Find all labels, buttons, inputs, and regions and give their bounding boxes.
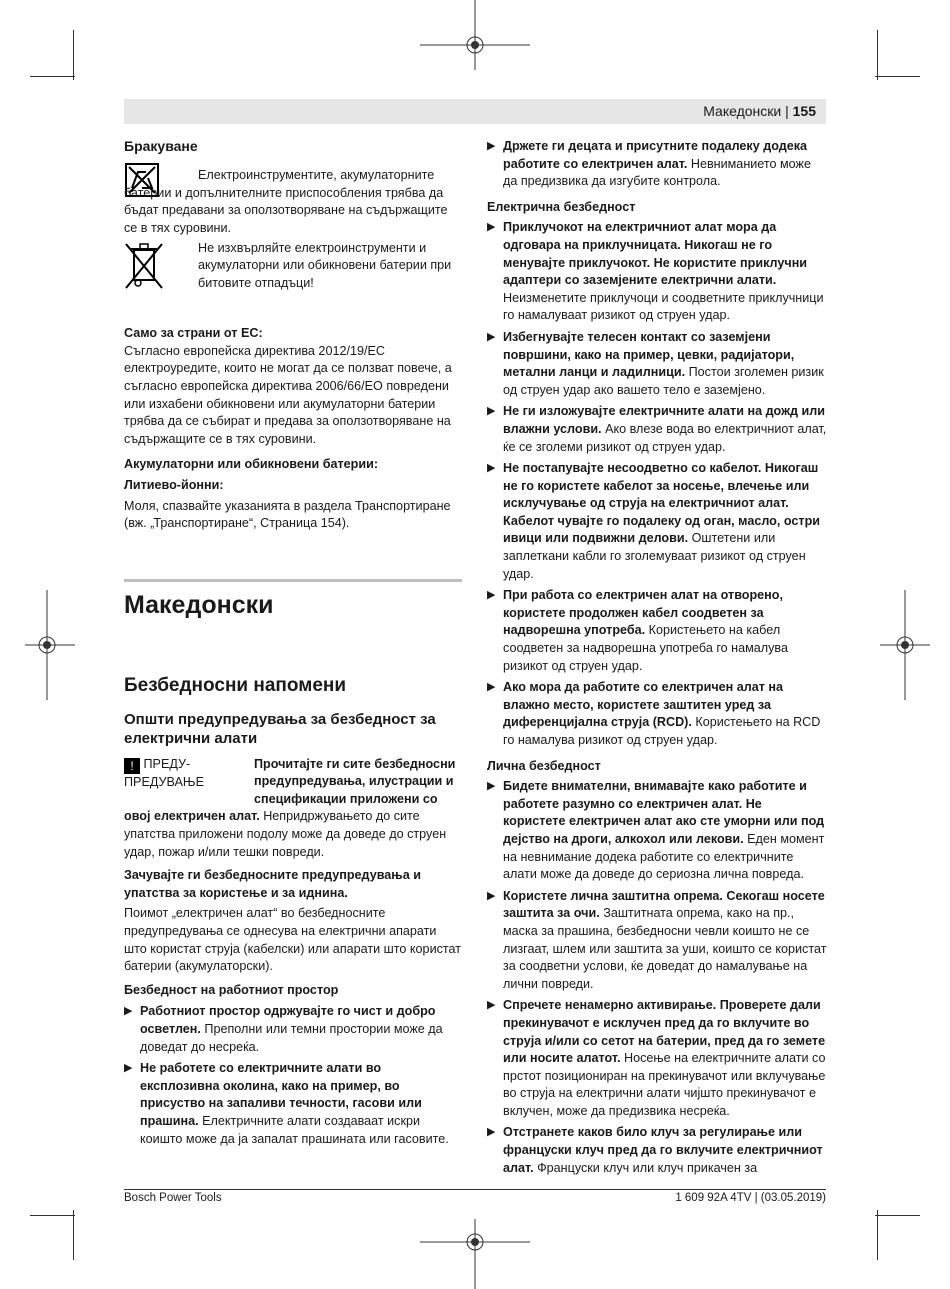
warning-block — [124, 756, 462, 862]
registration-mark-icon — [420, 0, 530, 70]
bullet-arrow-icon: ▶ — [487, 405, 496, 418]
list-item — [124, 1060, 462, 1148]
warning-icon: ! — [124, 758, 140, 774]
disposal-block-2 — [124, 240, 462, 298]
list-item — [487, 460, 827, 583]
safety-title: Безбедносни напомени — [124, 674, 347, 696]
item-bold: При работа со електричен алат на отворено, користете продолжен кабел соодветен за надворешна употреба. — [503, 588, 783, 638]
item-text: Заштитната опрема, како на пр., маска за прашина, безбедносни чевли коишто не се лизгаат, шлем или заштита за уши, коишто се користат за соодветни услови, ќе доведат до намалување на лични повреди. — [503, 906, 827, 991]
section-rule — [124, 579, 462, 582]
work-area-title: Безбедност на работниот простор — [124, 982, 339, 997]
warning-label: ПРЕДУ-ПРЕДУВАЊЕ — [124, 756, 205, 789]
item-bold: Ако мора да работите со електричен алат на влажно место, користете заштитен уред за диференцијална струја (RCD). — [503, 680, 784, 730]
item-text: Користењето на кабел соодветен за надворешна употреба го намалува ризикот од струен удар. — [503, 623, 788, 673]
item-bold: Не постапувајте несоодветно со кабелот. Никогаш не го користете кабелот за носење, влечење или исклучување од струја на електричниот алат. Кабелот чувајте го подалеку од оган, масло, остри ивици или подвижни делови. — [503, 461, 821, 546]
term-text: Поимот „електричен алат“ во безбедносните предупредувања се однесува на електрични апарати што користат струја (кабелски) или апарати што користат батерии (акумулаторски). — [124, 906, 462, 974]
crop-mark — [73, 30, 74, 80]
li-ion-text: Моля, спазвайте указанията в раздела Транспортиране (вж. „Транспортиране“, Страница 154). — [124, 498, 451, 531]
crop-mark — [30, 76, 75, 77]
item-bold: Спречете ненамерно активирање. Проверете дали прекинувачот е исклучен пред да го вклучите во струја и/или со сетот на батерии, пред да го земете или носите алатот. — [503, 998, 826, 1066]
bullet-arrow-icon: ▶ — [487, 999, 496, 1012]
crop-mark — [877, 1210, 878, 1260]
item-text: Користењето на RCD го намалува ризикот од струен удар. — [503, 715, 821, 747]
footer-doc-id: 1 609 92A 4TV | (03.05.2019) — [675, 1192, 826, 1204]
language-title: Македонски — [124, 590, 274, 619]
bullet-arrow-icon: ▶ — [124, 1062, 133, 1075]
item-bold: Користете лична заштитна опрема. Секогаш носете заштита за очи. — [503, 888, 825, 921]
disposal-text-2: Не изхвърляйте електроинструменти и акумулаторни или обикновени батерии при битовите отпадъци! — [198, 240, 452, 290]
crop-mark — [877, 30, 878, 80]
item-bold: Работниот простор одржувајте го чист и добро осветлен. — [140, 1004, 436, 1036]
item-text: Неизменетите приклучоци и соодветните приклучници го намалуваат ризикот од струен удар. — [503, 290, 824, 323]
crop-mark — [73, 1210, 74, 1260]
header-separator: | — [785, 103, 789, 119]
footer-brand: Bosch Power Tools — [124, 1192, 222, 1204]
bullet-arrow-icon: ▶ — [487, 462, 496, 475]
list-item — [487, 403, 827, 456]
electrical-safety-title: Електрична безбедност — [487, 199, 636, 214]
crop-mark — [875, 76, 920, 77]
crossed-bin-icon — [124, 240, 164, 292]
item-text: Ако влезе вода во електричниот алат, ќе се зголеми ризикот од струен удар. — [503, 421, 827, 454]
item-text: Еден момент на невнимание додека работите со електричните алати може да доведе до сериозна лична повреда. — [503, 831, 825, 882]
header-language: Македонски — [703, 103, 782, 119]
crop-mark — [30, 1215, 75, 1216]
page-header — [124, 99, 826, 124]
battery-title: Акумулаторни или обикновени батерии: — [124, 457, 379, 472]
list-item — [487, 329, 827, 399]
header-text — [703, 103, 816, 119]
crop-mark — [875, 1215, 920, 1216]
bullet-arrow-icon: ▶ — [487, 889, 496, 902]
general-warnings-title: Општи предупредувања за безбедност за електрични алати — [124, 710, 436, 747]
registration-mark-icon — [420, 1219, 530, 1289]
item-bold: Не работете со електричните алати во експлозивна околина, како на пример, во присуство на запаливи течности, гасови или прашина. — [140, 1061, 422, 1128]
li-ion-title: Литиево-йонни: — [124, 477, 224, 492]
item-text: Невниманието може да предизвика да изгубите контрола. — [503, 156, 811, 189]
list-item — [487, 587, 827, 675]
bullet-arrow-icon: ▶ — [487, 1126, 496, 1139]
item-bold: Држете ги децата и присутните подалеку додека работите со електричен алат. — [503, 139, 808, 171]
registration-mark-icon — [25, 590, 75, 700]
warning-bold: Прочитајте ги сите безбедносни предупредувања, илустрации и спецификации приложени со овој електричен алат. — [124, 756, 456, 824]
eu-title: Само за страни от ЕС: — [124, 326, 263, 341]
list-item — [487, 219, 827, 325]
item-text: Постои зголемен ризик од струен удар ако вашето тело е заземјено. — [503, 365, 824, 397]
list-item — [487, 138, 827, 191]
item-bold: Не ги изложувајте електричните алати на дожд или влажни услови. — [503, 404, 825, 436]
list-item — [487, 778, 827, 884]
list-item — [487, 997, 827, 1120]
bullet-arrow-icon: ▶ — [487, 681, 496, 694]
registration-mark-icon — [880, 590, 930, 700]
list-item — [487, 679, 827, 749]
bullet-arrow-icon: ▶ — [487, 330, 496, 343]
list-item — [487, 1124, 827, 1177]
warning-label-box — [124, 756, 252, 792]
item-text: Преполни или темни простории може да доведат до несреќа. — [140, 1022, 443, 1054]
item-text: Оштетени или заплеткани кабли го зголемуваат ризикот од струен удар. — [503, 531, 806, 581]
list-item — [487, 888, 827, 994]
item-text: Електричните алати создаваат искри коишто може да ја запалат прашината или гасовите. — [140, 1113, 449, 1146]
eu-text: Съгласно европейска директива 2012/19/ЕС електроуредите, които не могат да се ползват повече, а съгласно европейска директива 2006/66/ЕО повредени или изхабени обикновени или акумулаторни батерии трябва да се събират и предава за оползотворяване на съдържащите се в тях суровини. — [124, 343, 452, 446]
item-text: Француски клуч или клуч прикачен за — [537, 1160, 758, 1175]
disposal-text-1: Електроинструментите, акумулаторните батерии и допълнителните приспособления трябва да бъдат предавани за оползотворяване на съдържащите се в тях суровини. — [124, 168, 448, 235]
page-number: 155 — [792, 103, 816, 119]
footer-rule — [124, 1189, 826, 1190]
warning-text: Непридржувањето до сите упатства приложени подолу може да доведе до струен удар, пожар и/или тешки повреди. — [124, 809, 447, 859]
item-bold: Приклучокот на електричниот алат мора да одговара на приклучницата. Никогаш не го менувајте приклучокот. Не користите приклучни адаптери со заземјените електрични алати. — [503, 220, 808, 288]
keep-instructions: Зачувајте ги безбедносните предупредувања и упатства за користење и за иднина. — [124, 868, 421, 900]
list-item — [124, 1003, 462, 1056]
bullet-arrow-icon: ▶ — [487, 589, 496, 602]
item-text: Носење на електричните алати со прстот позициониран на прекинувачот или вклучување во струја на електрични алати чијшто прекинувачот е вклучен, може да предизвика несреќа. — [503, 1051, 826, 1118]
bin-box — [124, 240, 190, 298]
bullet-arrow-icon: ▶ — [487, 780, 496, 793]
item-bold: Бидете внимателни, внимавајте како работите и работете разумно со електричен алат. Не користете електричен алат ако сте уморни или под дејство на дроги, алкохол или лекови. — [503, 779, 825, 846]
right-column — [487, 138, 827, 1177]
disposal-title: Бракуване — [124, 138, 198, 154]
bullet-arrow-icon: ▶ — [487, 140, 496, 152]
personal-safety-title: Лична безбедност — [487, 758, 601, 773]
left-column — [124, 138, 462, 1148]
bullet-arrow-icon: ▶ — [487, 221, 496, 234]
item-bold: Отстранете каков било клуч за регулирање или француски клуч пред да го вклучите електричниот алат. — [503, 1125, 823, 1175]
bullet-arrow-icon: ▶ — [124, 1005, 133, 1018]
item-bold: Избегнувајте телесен контакт со заземјени површини, како на пример, цевки, радијатори, метални ланци и ладилници. — [503, 329, 795, 380]
